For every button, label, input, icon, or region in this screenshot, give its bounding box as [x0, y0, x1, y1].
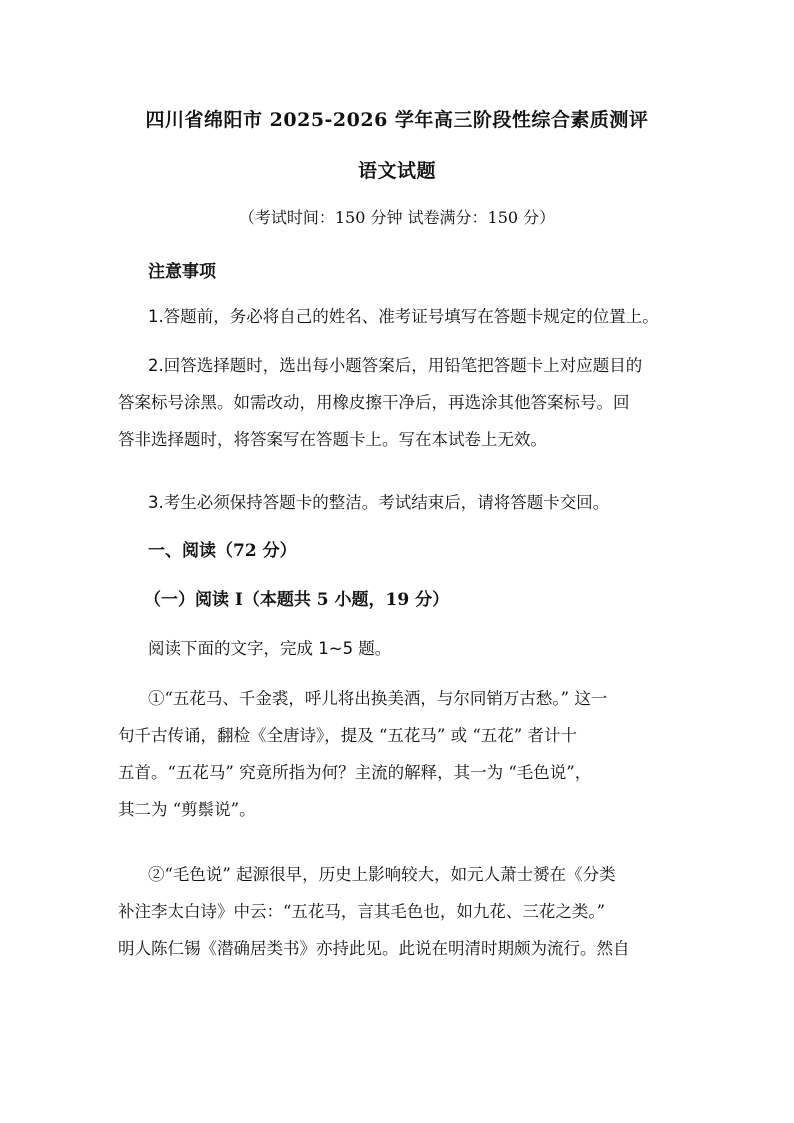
- passage-line: ②“毛色说” 起源很早，历史上影响较大，如元人萧士赟在《分类: [148, 865, 616, 884]
- instruction: [118, 630, 676, 667]
- passage-line: 明人陈仁锡《潜确居类书》亦持此见。此说在明清时期颇为流行。然自: [118, 939, 630, 958]
- notice-line: 3.考生必须保持答题卡的整洁。考试结束后，请将答题卡交回。: [148, 493, 610, 512]
- notice-item-1: [118, 298, 676, 335]
- passage-line: 五首。“五花马” 究竟所指为何？主流的解释，其一为 “毛色说”，: [118, 763, 592, 782]
- passage-line: ①“五花马、千金裘，呼儿将出换美酒，与尔同销万古愁。” 这一: [148, 689, 608, 708]
- instruction-text: 阅读下面的文字，完成 1~5 题。: [148, 639, 392, 658]
- exam-info: （考试时间：150 分钟 试卷满分：150 分）: [238, 208, 556, 227]
- subsection-title: （一）阅读 I（本题共 5 小题，19 分）: [144, 590, 450, 610]
- exam-title: 四川省绵阳市 2025-2026 学年高三阶段性综合素质测评: [145, 109, 649, 131]
- notice-line: 2.回答选择题时，选出每小题答案后，用铅笔把答题卡上对应题目的: [148, 356, 643, 375]
- notice-line: 答非选择题时，将答案写在答题卡上。写在本试卷上无效。: [118, 430, 547, 449]
- passage-line: 句千古传诵，翻检《全唐诗》，提及 “五花马” 或 “五花” 者计十: [118, 726, 577, 745]
- passage-line: 其二为 “剪鬃说”。: [118, 800, 256, 819]
- notice-heading: 注意事项: [148, 262, 216, 282]
- notice-item-2: [118, 347, 676, 458]
- exam-subtitle: 语文试题: [357, 160, 436, 182]
- notice-item-3: [118, 484, 676, 521]
- passage-paragraph-2: [118, 856, 676, 967]
- section-title: 一、阅读（72 分）: [148, 541, 297, 561]
- passage-line: 补注李太白诗》中云：“五花马，言其毛色也，如九花、三花之类。”: [118, 902, 606, 921]
- notice-line: 答案标号涂黑。如需改动，用橡皮擦干净后，再选涂其他答案标号。回: [118, 393, 630, 412]
- passage-paragraph-1: [118, 680, 676, 828]
- notice-line: 1.答题前，务必将自己的姓名、准考证号填写在答题卡规定的位置上。: [148, 307, 659, 326]
